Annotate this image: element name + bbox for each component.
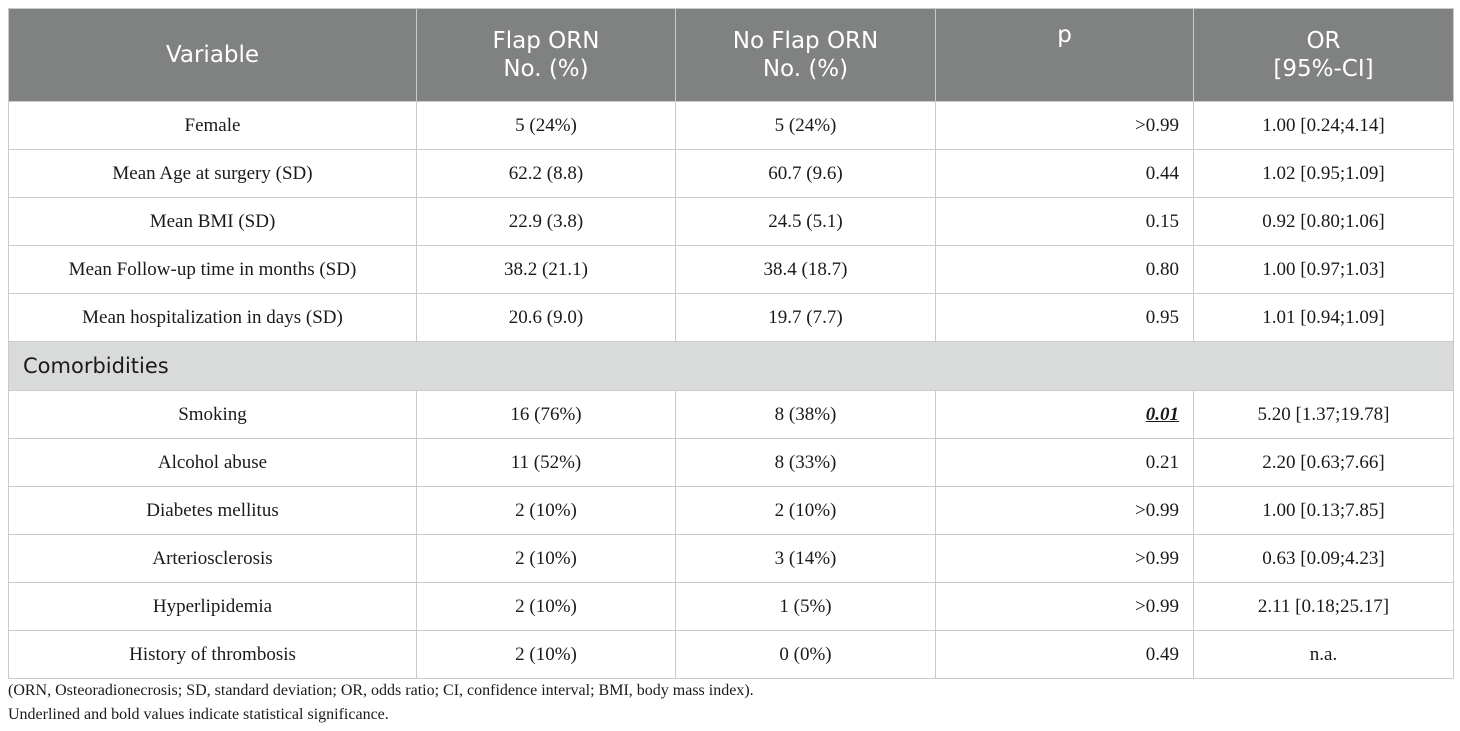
header-flap-orn: Flap ORN No. (%) [417, 9, 676, 102]
cell-noflap: 2 (10%) [676, 487, 936, 535]
table-row [9, 150, 1454, 198]
cell-flap: 2 (10%) [417, 631, 676, 679]
cell-or: 1.02 [0.95;1.09] [1194, 150, 1454, 198]
cell-or: 2.20 [0.63;7.66] [1194, 439, 1454, 487]
cell-p: >0.99 [936, 535, 1194, 583]
cell-variable: Female [9, 102, 417, 150]
cell-p: >0.99 [936, 487, 1194, 535]
cell-or: 5.20 [1.37;19.78] [1194, 391, 1454, 439]
cell-variable: History of thrombosis [9, 631, 417, 679]
cell-flap: 16 (76%) [417, 391, 676, 439]
table-row [9, 487, 1454, 535]
cell-or: 1.00 [0.13;7.85] [1194, 487, 1454, 535]
cell-p: 0.15 [936, 198, 1194, 246]
cell-p: 0.44 [936, 150, 1194, 198]
cell-variable: Hyperlipidemia [9, 583, 417, 631]
table-row [9, 198, 1454, 246]
table-row [9, 583, 1454, 631]
cell-or: 1.00 [0.24;4.14] [1194, 102, 1454, 150]
table-row [9, 631, 1454, 679]
header-no-flap-orn: No Flap ORN No. (%) [676, 9, 936, 102]
cell-variable: Mean hospitalization in days (SD) [9, 294, 417, 342]
cell-variable: Alcohol abuse [9, 439, 417, 487]
cell-p: >0.99 [936, 102, 1194, 150]
cell-noflap: 19.7 (7.7) [676, 294, 936, 342]
table-row [9, 439, 1454, 487]
cell-noflap: 38.4 (18.7) [676, 246, 936, 294]
header-or: OR [95%-CI] [1194, 9, 1454, 102]
table-row [9, 535, 1454, 583]
section-label: Comorbidities [9, 342, 1454, 391]
cell-or: 2.11 [0.18;25.17] [1194, 583, 1454, 631]
cell-flap: 62.2 (8.8) [417, 150, 676, 198]
table-row [9, 246, 1454, 294]
cell-p: >0.99 [936, 583, 1194, 631]
cell-or: 1.01 [0.94;1.09] [1194, 294, 1454, 342]
cell-noflap: 60.7 (9.6) [676, 150, 936, 198]
cell-variable: Mean BMI (SD) [9, 198, 417, 246]
significance-note: Underlined and bold values indicate statistical significance. [8, 706, 389, 723]
cell-or: 0.63 [0.09;4.23] [1194, 535, 1454, 583]
cell-flap: 2 (10%) [417, 583, 676, 631]
table-row [9, 294, 1454, 342]
cell-or: 0.92 [0.80;1.06] [1194, 198, 1454, 246]
table-row [9, 391, 1454, 439]
table-row [9, 102, 1454, 150]
cell-flap: 22.9 (3.8) [417, 198, 676, 246]
cell-noflap: 0 (0%) [676, 631, 936, 679]
cell-or: n.a. [1194, 631, 1454, 679]
cell-flap: 11 (52%) [417, 439, 676, 487]
cell-variable: Mean Age at surgery (SD) [9, 150, 417, 198]
cell-p: 0.80 [936, 246, 1194, 294]
cell-noflap: 3 (14%) [676, 535, 936, 583]
cell-variable: Smoking [9, 391, 417, 439]
comparison-table [8, 8, 1454, 679]
header-variable: Variable [9, 9, 417, 102]
header-p: p [936, 9, 1194, 102]
cell-variable: Diabetes mellitus [9, 487, 417, 535]
cell-noflap: 5 (24%) [676, 102, 936, 150]
cell-flap: 20.6 (9.0) [417, 294, 676, 342]
cell-p-significant [936, 391, 1194, 439]
cell-flap: 2 (10%) [417, 487, 676, 535]
header-row [9, 9, 1454, 102]
cell-noflap: 8 (33%) [676, 439, 936, 487]
cell-variable: Mean Follow-up time in months (SD) [9, 246, 417, 294]
table-footnotes [8, 679, 1453, 727]
cell-or: 1.00 [0.97;1.03] [1194, 246, 1454, 294]
cell-variable: Arteriosclerosis [9, 535, 417, 583]
cell-noflap: 8 (38%) [676, 391, 936, 439]
section-row-comorbidities [9, 342, 1454, 391]
cell-flap: 2 (10%) [417, 535, 676, 583]
cell-p: 0.95 [936, 294, 1194, 342]
cell-p: 0.49 [936, 631, 1194, 679]
cell-flap: 5 (24%) [417, 102, 676, 150]
cell-p: 0.21 [936, 439, 1194, 487]
data-table-container [8, 8, 1453, 679]
cell-noflap: 1 (5%) [676, 583, 936, 631]
cell-noflap: 24.5 (5.1) [676, 198, 936, 246]
abbreviations-note: (ORN, Osteoradionecrosis; SD, standard deviation; OR, odds ratio; CI, confidence interval; BMI, body mass index). [8, 682, 754, 699]
significant-value: 0.01 [1145, 403, 1179, 425]
cell-flap: 38.2 (21.1) [417, 246, 676, 294]
